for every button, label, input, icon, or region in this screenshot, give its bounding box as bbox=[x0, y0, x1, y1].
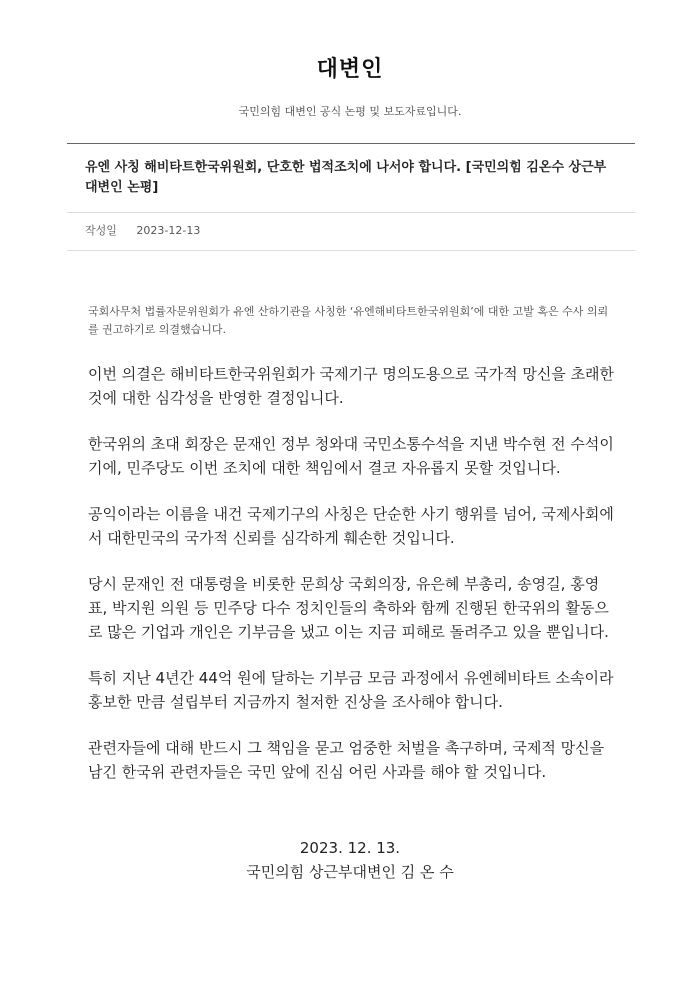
body-paragraph: 특히 지난 4년간 44억 원에 달하는 기부금 모금 과정에서 유엔헤비타트 소속이라 홍보한 만큼 설립부터 지금까지 철저한 진상을 조사해야 합니다. bbox=[88, 669, 614, 711]
page-title: 대변인 bbox=[316, 57, 384, 82]
meta-divider bbox=[67, 250, 635, 251]
body-paragraph: 당시 문재인 전 대통령을 비롯한 문희상 국회의장, 유은혜 부총리, 송영길, 홍영표, 박지원 의원 등 민주당 다수 정치인들의 축하와 함께 진행된 한국위의 활동으로 많은 기업과 개인은 기부금을 냈고 이는 지금 피해로 돌려주고 있을 뿐입니다. bbox=[88, 575, 609, 641]
body-paragraph: 한국위의 초대 회장은 문재인 정부 청와대 국민소통수석을 지낸 박수현 전 수석이기에, 민주당도 이번 조치에 대한 책임에서 결코 자유롭지 못할 것입니다. bbox=[88, 435, 614, 477]
signoff-date: 2023. 12. 13. bbox=[299, 839, 401, 857]
signoff-author: 국민의힘 상근부대변인 김 온 수 bbox=[246, 863, 454, 881]
body-paragraph: 공익이라는 이름을 내건 국제기구의 사칭은 단순한 사기 행위를 넘어, 국제사회에서 대한민국의 국가적 신뢰를 심각하게 훼손한 것입니다. bbox=[88, 505, 614, 547]
post-meta bbox=[85, 222, 200, 238]
date-value: 2023-12-13 bbox=[136, 224, 201, 237]
lead-paragraph: 국회사무처 법률자문위원회가 유엔 산하기관을 사칭한 ‘유엔해비타트한국위원회’에 대한 고발 혹은 수사 의뢰를 권고하기로 의결했습니다. bbox=[88, 305, 609, 336]
post-body bbox=[88, 362, 618, 806]
page-subtitle: 국민의힘 대변인 공식 논평 및 보도자료입니다. bbox=[238, 105, 462, 118]
title-bottom-divider bbox=[67, 212, 635, 213]
signoff bbox=[0, 836, 700, 884]
body-paragraph: 관련자들에 대해 반드시 그 책임을 묻고 엄중한 처벌을 촉구하며, 국제적 망신을 남긴 한국위 관련자들은 국민 앞에 진심 어린 사과를 해야 할 것입니다. bbox=[88, 739, 605, 781]
date-label: 작성일 bbox=[85, 224, 117, 237]
title-top-divider bbox=[67, 143, 635, 144]
page-header bbox=[0, 0, 700, 119]
body-paragraph: 이번 의결은 해비타트한국위원회가 국제기구 명의도용으로 국가적 망신을 초래한 것에 대한 심각성을 반영한 결정입니다. bbox=[88, 365, 615, 407]
post-title: 유엔 사칭 해비타트한국위원회, 단호한 법적조치에 나서야 합니다. [국민의힘 김온수 상근부대변인 논평] bbox=[85, 160, 607, 195]
